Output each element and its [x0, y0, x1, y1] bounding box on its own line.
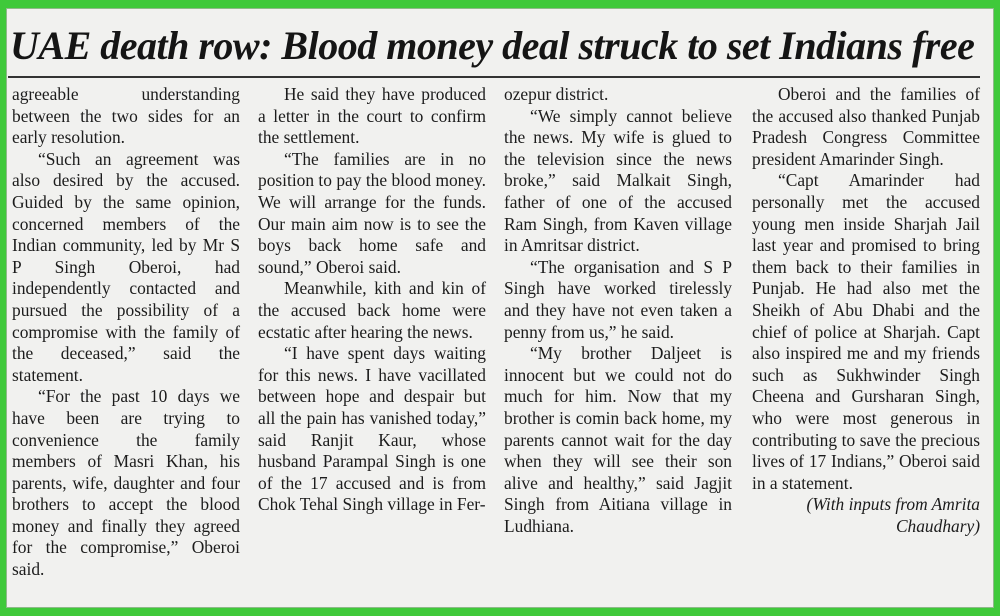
- paragraph: Oberoi and the families of the accused also thanked Punjab Pradesh Congress Committee president Amarinder Singh.: [752, 84, 980, 169]
- paragraph: agreeable understanding between the two sides for an early resolution.: [12, 84, 240, 148]
- article-column-2: [258, 84, 486, 516]
- paragraph: “We simply cannot believe the news. My wife is glued to the television since the news broke,” said Malkait Singh, father of one of the accused Ram Singh, from Kaven village in Amritsar district.: [504, 105, 732, 256]
- paragraph: ozepur district.: [504, 84, 609, 104]
- article-column-3: [504, 84, 732, 537]
- headline-rule: [8, 76, 980, 78]
- paragraph: “Capt Amarinder had personally met the accused young men inside Sharjah Jail last year and promised to bring them back to their families in Punjab. He had also met the Sheikh of Abu Dhabi and the chief of police at Sharjah. Capt also inspired me and my friends such as Sukhwinder Singh Cheena and Gursharan Singh, who were most generous in contributing to save the precious lives of 17 Indians,” Oberoi said in a statement.: [752, 170, 980, 493]
- paragraph: “The families are in no position to pay the blood money. We will arrange for the funds. Our main aim now is to see the boys back home safe and sound,” Oberoi said.: [258, 148, 486, 277]
- paragraph: “I have spent days waiting for this news. I have vacillated between hope and despair but all the pain has vanished today,” said Ranjit Kaur, whose husband Parampal Singh is one of the 17 accused and is from Chok Tehal Singh village in Fer-: [258, 343, 486, 515]
- paragraph: “My brother Daljeet is innocent but we could not do much for him. Now that my brother is comin back home, my parents cannot wait for the day when they will see their son alive and healthy,” said Jagjit Singh from Aitiana village in Ludhiana.: [504, 343, 732, 536]
- paragraph: “The organisation and S P Singh have worked tirelessly and they have not even taken a penny from us,” he said.: [504, 256, 732, 342]
- article-column-1: [12, 84, 240, 581]
- credit-line: (With inputs from Amrita Chaudhary): [806, 494, 980, 536]
- paragraph: He said they have produced a letter in the court to confirm the settlement.: [258, 84, 486, 148]
- paragraph: “Such an agreement was also desired by the accused. Guided by the same opinion, concerned members of the Indian community, led by Mr S P Singh Oberoi, had independently contacted and pursued the possibility of a compromise with the family of the deceased,” said the statement.: [12, 148, 240, 385]
- article-column-4: [752, 84, 980, 537]
- paragraph: “For the past 10 days we have been are trying to convenience the family members of Masri Khan, his parents, wife, daughter and four brothers to accept the blood money and finally they agreed for the compromise,” Oberoi said.: [12, 386, 240, 580]
- headline: UAE death row: Blood money deal struck to set Indians free: [10, 23, 975, 68]
- paragraph: Meanwhile, kith and kin of the accused back home were ecstatic after hearing the news.: [258, 278, 486, 342]
